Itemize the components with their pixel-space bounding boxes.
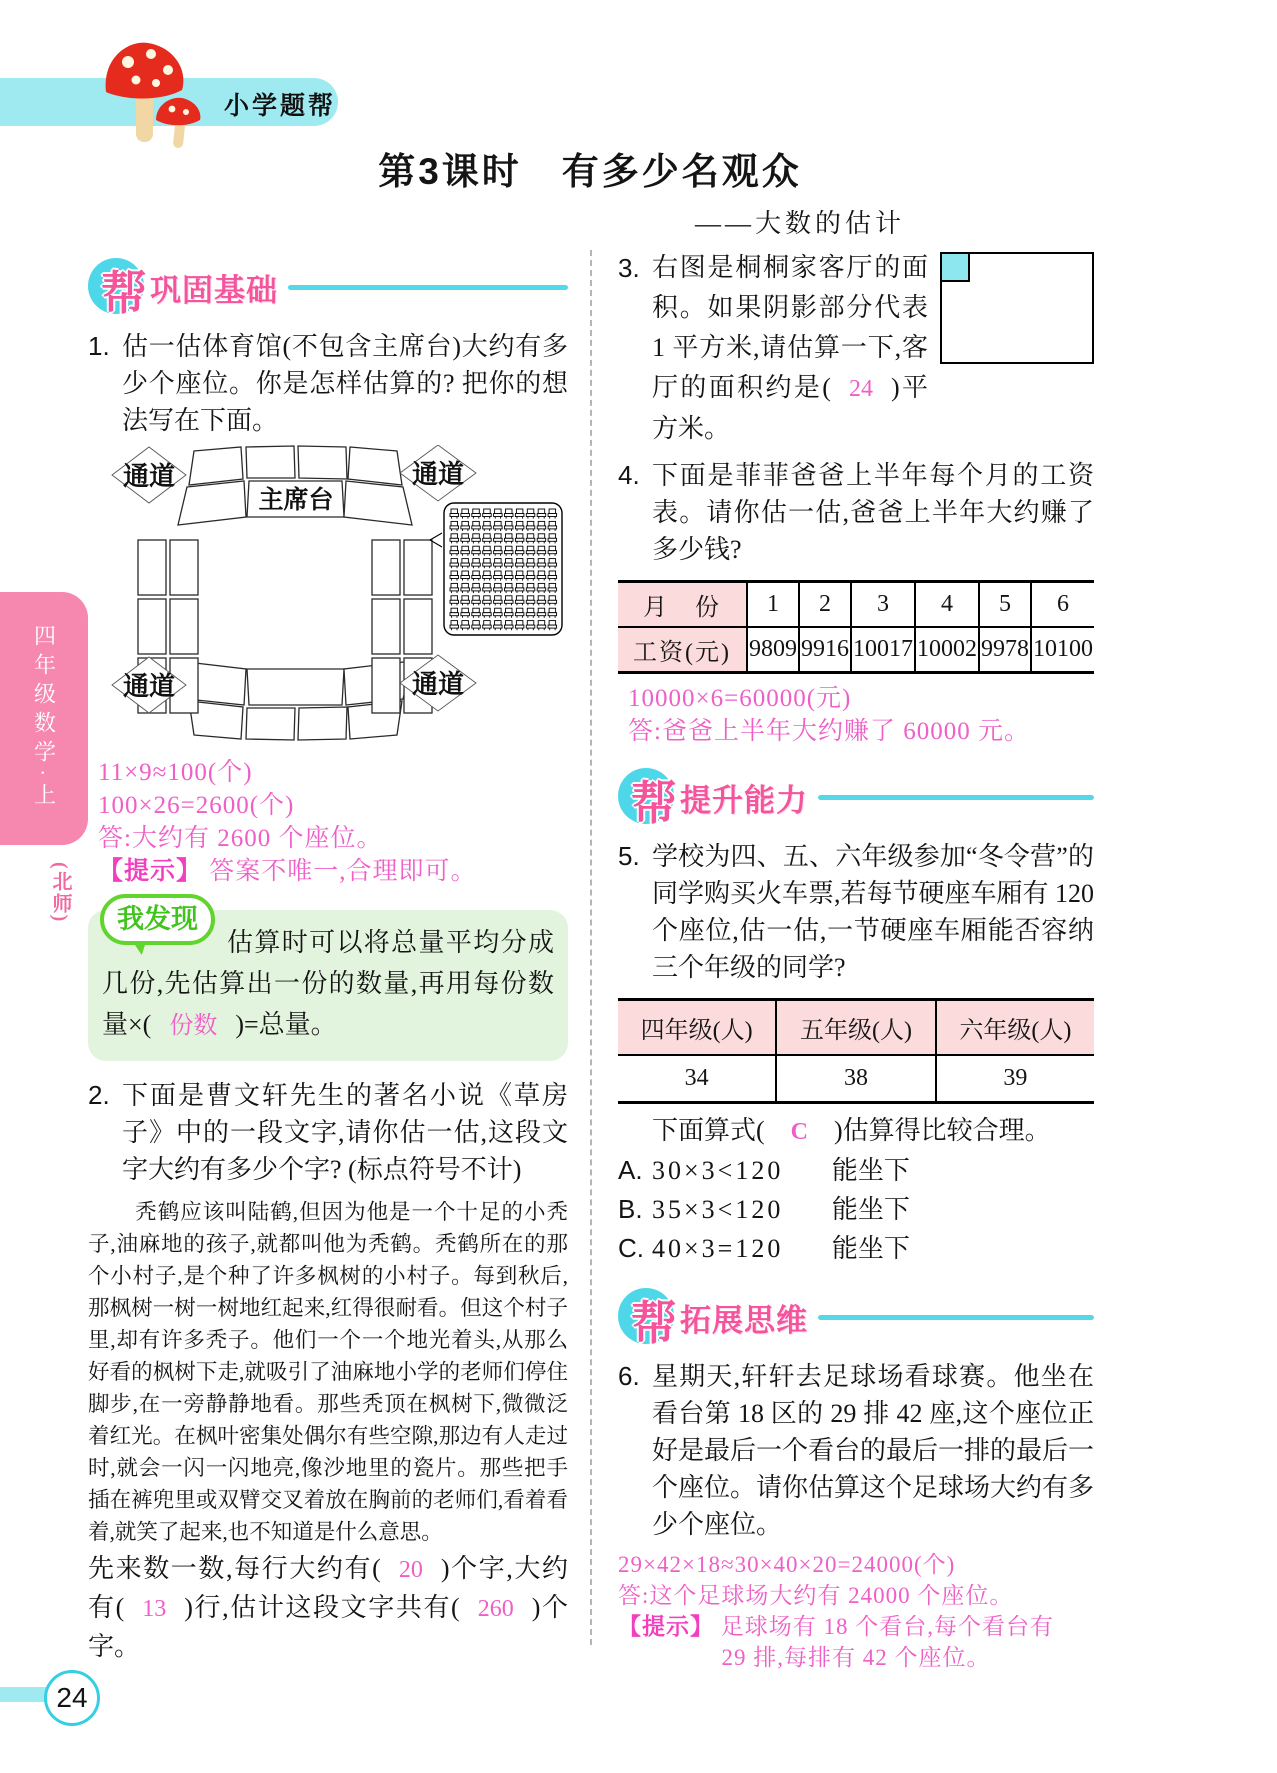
problem-4-answer: 10000×6=60000(元) 答:爸爸上半年大约赚了 60000 元。	[628, 685, 1030, 745]
problem-2-count-line: 先来数一数,每行大约有( 20 )个字,大约有( 13 )行,估计这段文字共有( 260 )个字。	[88, 1554, 568, 1661]
count-blank-total: 260	[477, 1596, 514, 1622]
problem-3-text: 右图是桐桐家客厅的面积。如果阴影部分代表 1 平方米,请估算一下,客厅的面积约是(	[652, 253, 928, 402]
aisle-label-top-right: 通道	[411, 459, 465, 489]
aisle-label-bottom-left: 通道	[122, 671, 176, 701]
problem-1-text: 估一估体育馆(不包含主席台)大约有多少个座位。你是怎样估算的? 把你的想法写在下面。	[122, 332, 568, 435]
problem-1-number: 1.	[88, 331, 110, 361]
aisle-label-top-left: 通道	[122, 461, 176, 491]
salary-table	[618, 580, 1094, 674]
living-room-diagram	[940, 252, 1094, 364]
page-number-bar	[0, 1687, 48, 1702]
grade-side-tab	[0, 592, 88, 845]
discover-bubble: 我发现	[100, 894, 215, 945]
aisle-label-bottom-right: 通道	[411, 669, 465, 699]
problem-3-blank: 24	[848, 376, 873, 402]
problem-1-answer	[98, 756, 568, 888]
count-blank-rows: 13	[142, 1596, 167, 1622]
section-rule	[818, 795, 1094, 800]
problem-1	[88, 328, 568, 439]
hint-line: 【提示】 足球场有 18 个看台,每个看台有	[618, 1613, 1054, 1639]
table-row-grade-values: 34 38 39	[618, 1055, 1094, 1103]
option-b: B. 35×3<120 能坐下	[618, 1194, 910, 1224]
problem-4-text: 下面是菲菲爸爸上半年每个月的工资表。请你估一估,爸爸上半年大约赚了多少钱?	[652, 461, 1094, 564]
mushroom-logo-icon	[98, 36, 210, 154]
problem-5-answer-blank: C	[790, 1119, 809, 1145]
problem-3: 3. 右图是桐桐家客厅的面积。如果阴影部分代表 1 平方米,请估算一下,客厅的面积约是( 24 )平方米。	[618, 248, 1094, 449]
answer-line: 100×26=2600(个)	[98, 792, 295, 819]
lesson-subtitle: ——大数的估计	[694, 209, 905, 238]
option-a: A. 30×3<120 能坐下	[618, 1155, 910, 1185]
section-improve-title: 提升能力	[680, 782, 808, 818]
table-row-wages: 工资(元) 9809 9916 10017 10002 9978 10100	[618, 627, 1094, 673]
reading-passage: 秃鹤应该叫陆鹤,但因为他是一个十足的小秃子,油麻地的孩子,就都叫他为秃鹤。秃鹤所在的那个小村子,是个种了许多枫树的小村子。每到秋后,那枫树一树一树地红起来,红得很耐看。但这个村子里,却有许多秃子。他们一个一个地光着头,从那么好看的枫树下走,就吸引了油麻地小学的老师们停住脚步,在一旁静静地看。那些秃顶在枫树下,微微泛着红光。在枫叶密集处偶尔有些空隙,那边有人走过时,就会一闪一闪地亮,像沙地里的瓷片。那些把手插在裤兜里或双臂交叉着放在胸前的老师们,看着看着,就笑了起来,也不知道是什么意思。	[88, 1200, 568, 1544]
count-blank-chars-per-row: 20	[398, 1557, 423, 1583]
section-rule	[818, 1315, 1094, 1320]
table-row-months: 月 份 1 2 3 4 5 6	[618, 582, 1094, 628]
problem-6-answer: 29×42×18≈30×40×20=24000(个) 答:这个足球场大约有 24000 个座位。 【提示】 足球场有 18 个看台,每个看台有 29 排,每排有 42 个座位。	[618, 1549, 1094, 1673]
problem-4	[618, 457, 1094, 568]
section-rule	[288, 285, 568, 290]
problem-6-number: 6.	[618, 1361, 640, 1391]
stadium-diagram	[86, 445, 564, 745]
problem-2	[88, 1077, 568, 1188]
table-row-grade-headers: 四年级(人) 五年级(人) 六年级(人)	[618, 1000, 1094, 1056]
problem-6-text: 星期天,轩轩去足球场看球赛。他坐在看台第 18 区的 29 排 42 座,这个座位正好是最后一个看台的最后一排的最后一个座位。请你估算这个足球场大约有多少个座位。	[652, 1362, 1095, 1539]
problem-5-number: 5.	[618, 841, 640, 871]
problem-6	[618, 1358, 1094, 1543]
section-consolidate	[88, 254, 568, 320]
section-badge-icon: 帮	[618, 764, 680, 830]
stage-label: 主席台	[258, 486, 334, 514]
page-number: 24	[44, 1670, 100, 1726]
edition-label: (北师)	[49, 862, 71, 924]
section-expand-title: 拓展思维	[680, 1302, 808, 1338]
discover-text-after: )=总量。	[235, 1010, 337, 1039]
hint-label: 【提示】	[618, 1613, 714, 1639]
shaded-unit-square	[940, 252, 970, 282]
option-c: C. 40×3=120 能坐下	[618, 1233, 910, 1263]
hint-line	[98, 855, 568, 888]
problem-4-number: 4.	[618, 460, 640, 490]
answer-line: 答:大约有 2600 个座位。	[98, 825, 383, 852]
problem-2-text: 下面是曹文轩先生的著名小说《草房子》中的一段文字,请你估一估,这段文字大约有多少个字? (标点符号不计)	[122, 1081, 568, 1184]
section-consolidate-title: 巩固基础	[150, 272, 278, 308]
section-badge-icon: 帮	[88, 254, 150, 320]
problem-5-question: 下面算式( C )估算得比较合理。	[652, 1116, 1051, 1145]
grade-table	[618, 998, 1094, 1104]
hint-text: 答案不唯一,合理即可。	[209, 858, 477, 885]
problem-5	[618, 838, 1094, 986]
answer-line: 11×9≈100(个)	[98, 759, 253, 786]
grade-side-tab-label: 四年级数学·上	[31, 624, 57, 813]
hint-label: 【提示】	[98, 857, 203, 885]
lesson-title: 第3课时 有多少名观众	[378, 151, 802, 192]
section-improve	[618, 764, 1094, 830]
column-divider	[590, 250, 592, 1645]
left-column	[88, 252, 568, 1666]
problem-5-text: 学校为四、五、六年级参加“冬令营”的同学购买火车票,若每节硬座车厢有 120 个座位,估一估,一节硬座车厢能否容纳三个年级的同学?	[652, 842, 1095, 982]
section-badge-icon: 帮	[618, 1284, 680, 1350]
discover-blank: 份数	[169, 1013, 218, 1039]
problem-2-number: 2.	[88, 1080, 110, 1110]
brand-title: 小学题帮	[224, 92, 337, 120]
problem-3-number: 3.	[618, 253, 640, 283]
discover-text: 估算时可以将总量平均分成几份,先估算出一份的数量,再用每份数量×(	[102, 928, 554, 1039]
section-expand	[618, 1284, 1094, 1350]
discover-box	[88, 904, 568, 1061]
right-column	[618, 248, 1094, 1673]
